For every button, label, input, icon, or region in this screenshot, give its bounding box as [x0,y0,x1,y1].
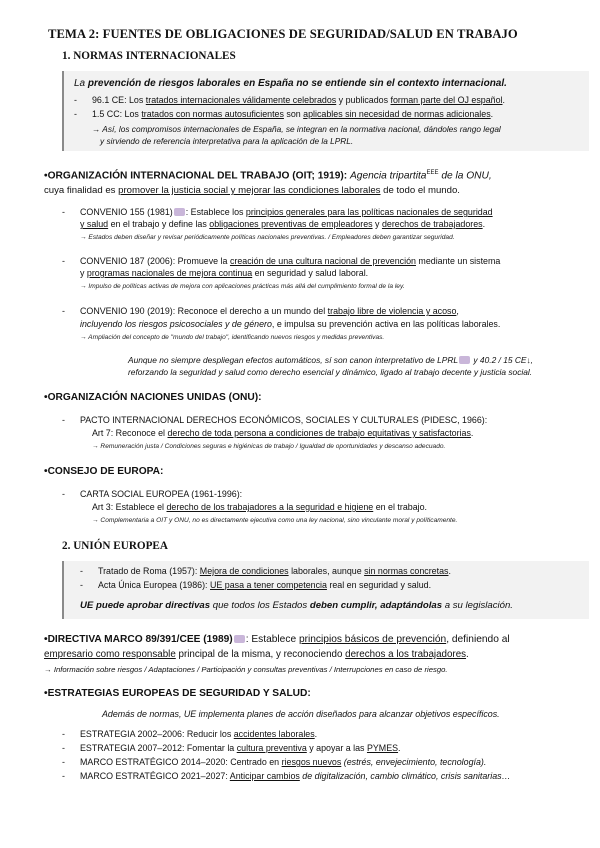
estrategia-2007: - ESTRATEGIA 2007–2012: Fomentar la cultura preventiva y apoyar a las PYMES. [62,743,401,753]
oit-heading: •ORGANIZACIÓN INTERNACIONAL DEL TRABAJO (OIT; 1919): Agencia tripartita$^{EEE}$ de la ONU, [44,170,492,182]
heading-union-europea: 2. UNIÓN EUROPEA [62,540,168,552]
marco-2014: - MARCO ESTRATÉGICO 2014–2020: Centrado en riesgos nuevos (estrés, envejecimiento, tecnología). [62,757,487,767]
directiva-note: → Información sobre riesgos / Adaptaciones / Participación y consultas preventivas / Interrupciones en caso de riesgo. [44,665,448,674]
cc-line: - 1.5 CC: Los tratados con normas autosuficientes son aplicables sin necesidad de normas adicionales. [74,109,494,119]
roma-line: - Tratado de Roma (1957): Mejora de condiciones laborales, aunque sin normas concretas. [80,566,451,576]
pidesc-line: - PACTO INTERNACIONAL DERECHOS ECONÓMICOS, SOCIALES Y CULTURALES (PIDESC, 1966): [62,415,488,425]
oit-conclusion-1: Aunque no siempre despliegan efectos automáticos, sí son canon interpretativo de LPRL y 40.2 / 15 CE↓, [128,355,534,365]
convenio-190-note: → Ampliación del concepto de "mundo del trabajo", identificando nuevos riesgos y medidas preventivas. [80,334,385,341]
convenio-155-cont: y salud en el trabajo y define las obligaciones preventivas de empleadores y derechos de trabajadores. [80,219,486,229]
heading-normas-internacionales: 1. NORMAS INTERNACIONALES [62,50,236,62]
books-icon [234,635,245,643]
convenio-155-note: → Estados deben diseñar y revisar periódicamente políticas nacionales preventivas. / Empleadores deben garantizar seguridad. [80,234,455,241]
marco-2021: - MARCO ESTRATÉGICO 2021–2027: Anticipar cambios de digitalización, cambio climático, crisis sanitarias… [62,771,511,781]
onu-heading: •ORGANIZACIÓN NACIONES UNIDAS (ONU): [44,392,262,403]
estrategias-heading: •ESTRATEGIAS EUROPEAS DE SEGURIDAD Y SALUD: [44,688,311,699]
oit-conclusion-2: reforzando la seguridad y salud como derecho esencial y dinámico, ligado al trabajo decente y justicia social. [128,367,533,377]
books-icon [459,356,470,364]
acta-line: - Acta Única Europea (1986): UE pasa a tener competencia real en seguridad y salud. [80,580,432,590]
convenio-155: - CONVENIO 155 (1981) : Establece los principios generales para las políticas nacionales de seguridad [62,207,493,217]
estrategias-intro: Además de normas, UE implementa planes de acción diseñados para alcanzar objetivos específicos. [102,709,500,719]
directiva-heading: •DIRECTIVA MARCO 89/391/CEE (1989) : Establece principios básicos de prevención, definiendo al [44,634,510,645]
directiva-line-2: empresario como responsable principal de la misma, y reconociendo derechos a los trabajadores. [44,649,469,660]
page-title: TEMA 2: FUENTES DE OBLIGACIONES DE SEGURIDAD/SALUD EN TRABAJO [48,27,518,41]
convenio-187-note: → Impulso de políticas activas de mejora con aplicaciones prácticas más allá del cumplimiento formal de la ley. [80,283,405,290]
art3-line: Art 3: Establece el derecho de los trabajadores a la seguridad e higiene en el trabajo. [92,502,428,512]
convenio-190: - CONVENIO 190 (2019): Reconoce el derecho a un mundo del trabajo libre de violencia y acoso, [62,306,459,316]
onu-note: → Remuneración justa / Condiciones seguras e higiénicas de trabajo / Igualdad de oportunidades y descanso adecuado. [92,443,446,450]
oit-finalidad: cuya finalidad es promover la justicia social y mejorar las condiciones laborales de todo el mundo. [44,185,460,196]
ce-line: - 96.1 CE: Los tratados internacionales válidamente celebrados y publicados forman parte del OJ español. [74,95,505,105]
convenio-187-cont: y programas nacionales de mejora continua en seguridad y salud laboral. [80,268,369,278]
intro-lead: La prevención de riesgos laborales en España no se entiende sin el contexto internacional. [74,78,507,89]
intro-note-2: y sirviendo de referencia interpretativa para la aplicación de la LPRL. [100,136,354,146]
convenio-187: - CONVENIO 187 (2006): Promueve la creación de una cultura nacional de prevención mediante un sistema [62,256,501,266]
convenio-190-cont: incluyendo los riesgos psicosociales y de género, e impulsa su prevención activa en las políticas laborales. [80,319,501,329]
ue-box-statement: UE puede aprobar directivas que todos los Estados deben cumplir, adaptándolas a su legislación. [80,600,513,611]
coe-heading: •CONSEJO DE EUROPA: [44,466,164,477]
intro-note-1: → Así, los compromisos internacionales de España, se integran en la normativa nacional, dándoles rango legal [92,124,501,134]
books-icon [174,208,185,216]
estrategia-2002: - ESTRATEGIA 2002–2006: Reducir los accidentes laborales. [62,729,318,739]
art7-line: Art 7: Reconoce el derecho de toda persona a condiciones de trabajo equitativas y satisfactorias. [92,428,474,438]
carta-line: - CARTA SOCIAL EUROPEA (1961-1996): [62,489,243,499]
coe-note: → Complementaria a OIT y ONU, no es directamente ejecutiva como una ley nacional, sino vinculante moral y políticamente. [92,517,458,524]
